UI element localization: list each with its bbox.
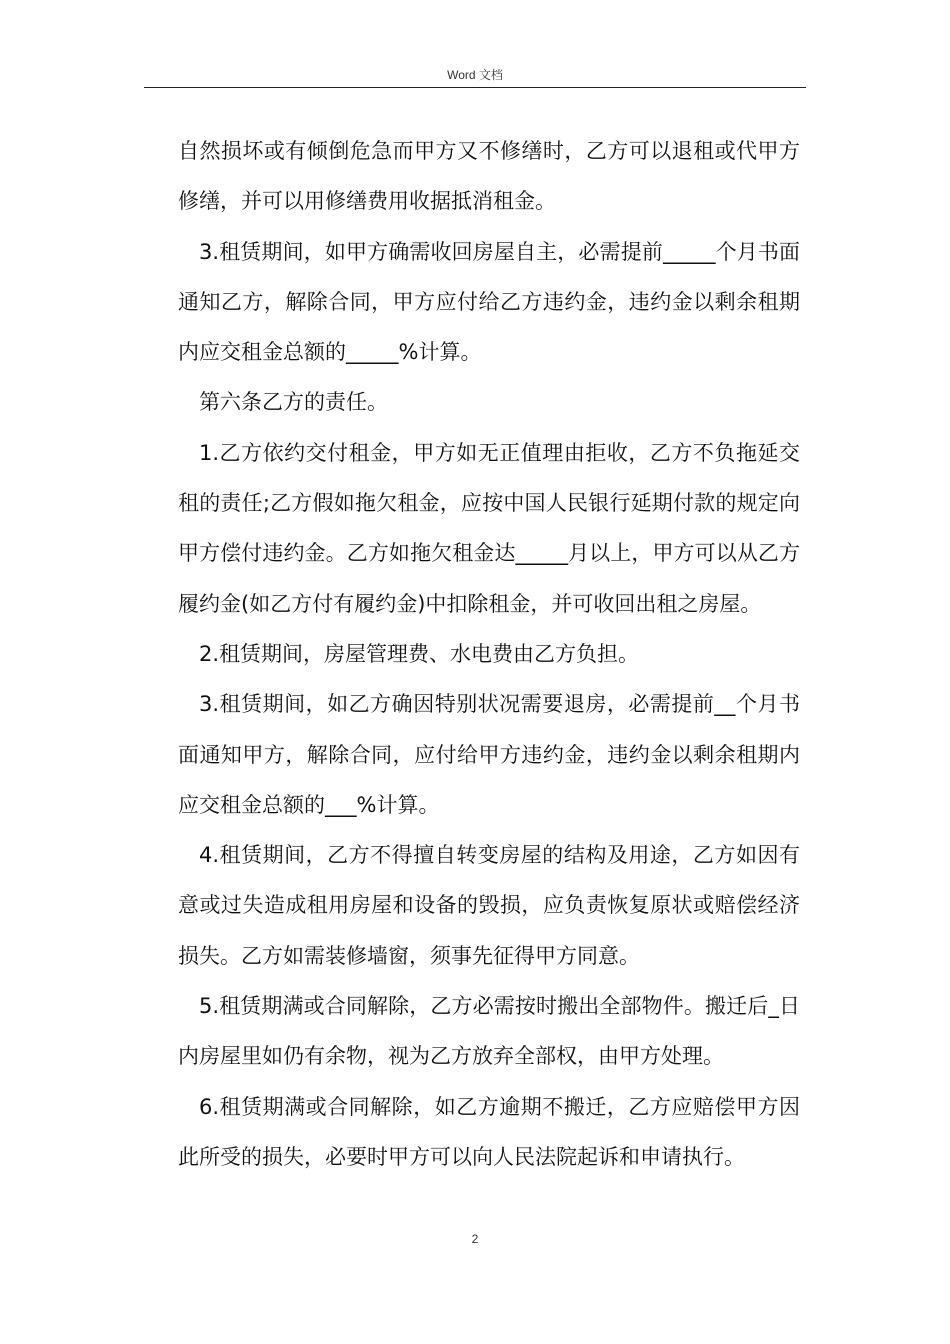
paragraph-clause-4-tenant: 4.租赁期间，乙方不得擅自转变房屋的结构及用途，乙方如因有意或过失造成租用房屋和设备的毁损，应负责恢复原状或赔偿经济损失。乙方如需装修墙窗，须事先征得甲方同意。 [178,843,800,968]
document-body [178,126,800,1182]
paragraph-continuation: 自然损坏或有倾倒危急而甲方又不修缮时，乙方可以退租或代甲方修缮，并可以用修缮费用收据抵消租金。 [178,139,800,214]
paragraph-clause-5-tenant: 5.租赁期满或合同解除，乙方必需按时搬出全部物件。搬迁后_日内房屋里如仍有余物，视为乙方放弃全部权，由甲方处理。 [178,994,800,1069]
section-heading-article-6: 第六条乙方的责任。 [199,390,388,415]
paragraph-clause-3-landlord: 3.租赁期间，如甲方确需收回房屋自主，必需提前_____个月书面通知乙方，解除合同，甲方应付给乙方违约金，违约金以剩余租期内应交租金总额的_____%计算。 [178,239,800,365]
header-divider [144,87,806,88]
paragraph-clause-1-tenant: 1.乙方依约交付租金，甲方如无正值理由拒收，乙方不负拖延交租的责任;乙方假如拖欠租金，应按中国人民银行延期付款的规定向甲方偿付违约金。乙方如拖欠租金达_____月以上，甲方可以从乙方履约金(如乙方付有履约金)中扣除租金，并可收回出租之房屋。 [178,440,800,616]
header-title: Word 文档 [447,68,503,82]
paragraph-clause-2-tenant: 2.租赁期间，房屋管理费、水电费由乙方负担。 [199,641,640,666]
paragraph-clause-3-tenant: 3.租赁期间，如乙方确因特别状况需要退房，必需提前__个月书面通知甲方，解除合同，应付给甲方违约金，违约金以剩余租期内应交租金总额的___%计算。 [178,692,800,817]
page-number: 2 [471,1232,479,1246]
paragraph-clause-6-tenant: 6.租赁期满或合同解除，如乙方逾期不搬迁，乙方应赔偿甲方因此所受的损失，必要时甲方可以向人民法院起诉和申请执行。 [178,1094,800,1169]
